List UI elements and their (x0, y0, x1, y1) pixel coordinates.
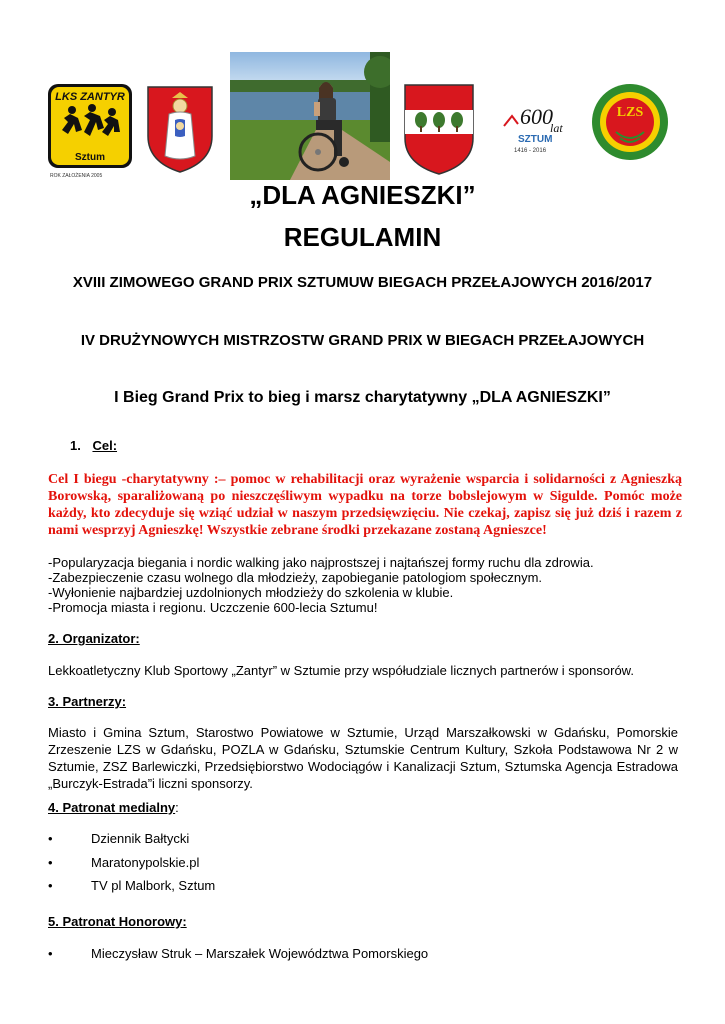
section-4-colon: : (175, 800, 179, 815)
section-1-number: 1. (70, 438, 81, 453)
partners-text: Miasto i Gmina Sztum, Starostwo Powiatowe w Sztumie, Urząd Marszałkowski w Gdańsku, Pomorskie Zrzeszenie LZS w Gdańsku, POZLA w Gdańsku, Sztumskie Centrum Kultury, Szkoła Podstawowa Nr 2 w Sztumie, ZSZ Barlewiczki, Przedsiębiorstwo Wodociągów i Kanalizacji Sztum, Sztumska Agencja Estradowa „Burczyk-Estrada”i liczni sponsorzy. (48, 725, 678, 791)
section-1-title: Cel: (92, 438, 118, 453)
honorary-patron-label: Mieczysław Struk – Marszałek Województwa Pomorskiego (91, 946, 429, 961)
organizer-text: Lekkoatletyczny Klub Sportowy „Zantyr” w Sztumie przy współudziale licznych partnerów i sponsorów. (48, 663, 634, 678)
goal-item: -Zabezpieczenie czasu wolnego dla młodzieży, zapobieganie patologiom społecznym. (48, 570, 543, 585)
subtitle-charity-run: I Bieg Grand Prix to bieg i marsz charytatywny „DLA AGNIESZKI” (114, 389, 611, 406)
anniv-lat: lat (550, 121, 563, 135)
county-coat-of-arms-icon (402, 82, 476, 177)
section-2-heading: 2. Organizator: (48, 631, 140, 646)
zantyr-logo-title: LKS ZANTYR (55, 91, 125, 103)
media-patron-label: Dziennik Bałtycki (91, 831, 190, 846)
media-patron-label: TV pl Malbork, Sztum (91, 878, 216, 893)
lzs-logo (588, 80, 672, 170)
sztum-600-years-logo (500, 80, 568, 170)
bullet-icon: • (48, 946, 53, 961)
regulamin-heading: REGULAMIN (283, 222, 442, 252)
bullet-icon: • (48, 855, 53, 870)
zantyr-logo-sub: Sztum (75, 152, 105, 163)
anniv-city: SZTUM (518, 134, 553, 145)
anniv-number: 600 (520, 104, 553, 129)
agnieszka-photo (230, 52, 390, 180)
goal-item: -Popularyzacja biegania i nordic walking jako najprostszej i najtańszej formy ruchu dla zdrowia. (48, 555, 594, 570)
zantyr-logo (48, 84, 132, 179)
anniv-years: 1416 - 2016 (514, 148, 547, 154)
charity-paragraph: Cel I biegu -charytatywny :– pomoc w rehabilitacji oraz wyrażenie wsparcia i solidarności z Agnieszką Borowską, sparaliżowaną po nieszczęśliwym wypadku na torze bobslejowym w Sigulde. Pomóc może każdy, kto zdecyduje się wziąć udział w naszym przedsięwzięciu. Nie czekaj, zapisz się już dziś i razem z nami wesprzyj Agnieszkę! Wszystkie zebrane środki przekazane zostaną Agnieszce! (48, 472, 682, 538)
section-1-heading (70, 438, 117, 453)
bullet-icon: • (48, 831, 53, 846)
subtitle-team-championship: IV DRUŻYNOWYCH MISTRZOSTW GRAND PRIX W BIEGACH PRZEŁAJOWYCH (80, 332, 645, 349)
page-title: „DLA AGNIESZKI” (249, 180, 476, 210)
sztum-coat-of-arms-icon (145, 84, 215, 174)
bullet-icon: • (48, 878, 53, 893)
lzs-logo-text: LZS (616, 105, 644, 120)
section-4-title: 4. Patronat medialny (48, 800, 176, 815)
media-patron-label: Maratonypolskie.pl (91, 855, 200, 870)
section-4-heading (48, 800, 179, 815)
section-3-heading: 3. Partnerzy: (48, 694, 127, 709)
section-5-heading: 5. Patronat Honorowy: (48, 914, 187, 929)
logo-row (40, 52, 690, 180)
subtitle-grand-prix: XVIII ZIMOWEGO GRAND PRIX SZTUMUW BIEGACH PRZEŁAJOWYCH 2016/2017 (72, 274, 653, 291)
goal-item: -Wyłonienie najbardziej uzdolnionych młodzieży do szkolenia w klubie. (48, 585, 454, 600)
goal-item: -Promocja miasta i regionu. Uczczenie 600-lecia Sztumu! (48, 600, 378, 615)
zantyr-logo-caption: ROK ZAŁOŻENIA 2005 (50, 173, 103, 179)
